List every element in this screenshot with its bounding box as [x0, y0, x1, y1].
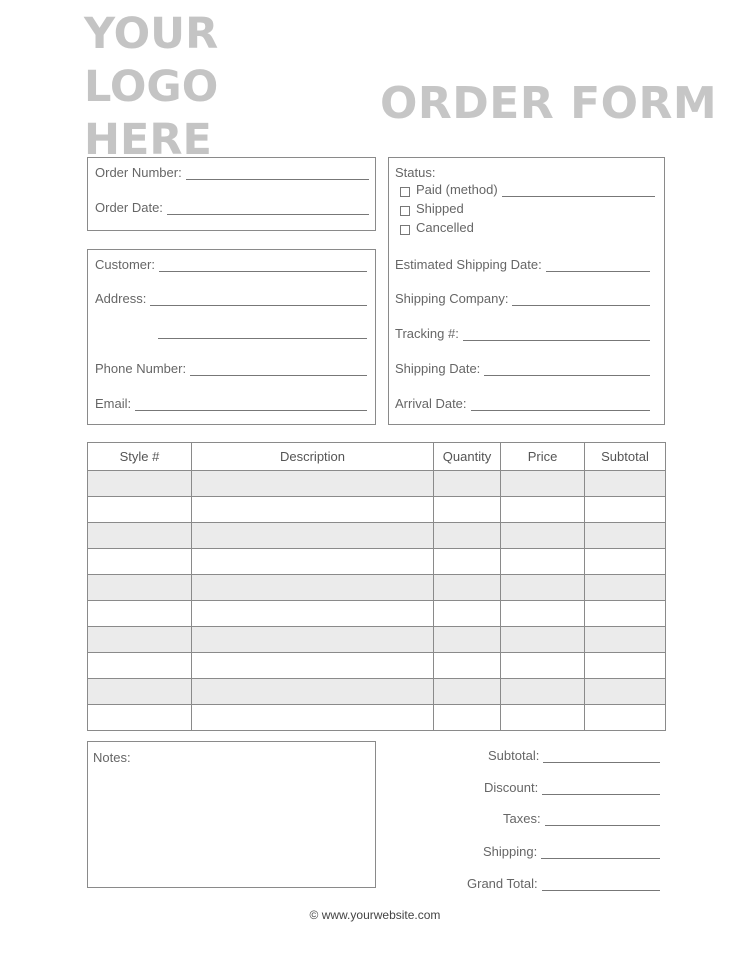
table-cell[interactable] — [501, 653, 585, 679]
column-header-subtotal: Subtotal — [585, 443, 666, 471]
table-cell[interactable] — [192, 523, 434, 549]
status-option-shipped[interactable] — [400, 201, 464, 216]
phone-label: Phone Number: — [95, 361, 187, 376]
tracking-field[interactable] — [395, 326, 650, 341]
table-body — [88, 471, 666, 731]
table-row — [88, 549, 666, 575]
table-cell[interactable] — [434, 523, 501, 549]
shipping-company-line[interactable] — [512, 293, 650, 306]
footer-website: © www.yourwebsite.com — [309, 908, 441, 922]
table-cell[interactable] — [501, 523, 585, 549]
table-cell[interactable] — [585, 601, 666, 627]
customer-field[interactable] — [95, 257, 367, 272]
taxes-label: Taxes: — [503, 811, 541, 826]
logo-line-3: HERE — [84, 115, 212, 165]
grand-total-label: Grand Total: — [467, 876, 538, 891]
table-cell[interactable] — [434, 601, 501, 627]
table-cell[interactable] — [585, 575, 666, 601]
table-cell[interactable] — [585, 705, 666, 731]
shipping-cost-line[interactable] — [541, 846, 660, 859]
order-date-line[interactable] — [167, 202, 369, 215]
table-cell[interactable] — [192, 679, 434, 705]
address-field-2[interactable] — [158, 326, 367, 339]
notes-label: Notes: — [93, 750, 131, 765]
table-cell[interactable] — [501, 575, 585, 601]
order-number-field[interactable] — [95, 165, 369, 180]
table-cell[interactable] — [434, 627, 501, 653]
column-header-style: Style # — [88, 443, 192, 471]
order-date-label: Order Date: — [95, 200, 163, 215]
phone-line[interactable] — [190, 363, 367, 376]
table-cell[interactable] — [501, 601, 585, 627]
table-cell[interactable] — [192, 497, 434, 523]
paid-label: Paid (method) — [416, 182, 498, 197]
table-cell[interactable] — [585, 549, 666, 575]
table-cell[interactable] — [501, 627, 585, 653]
table-row — [88, 497, 666, 523]
table-cell[interactable] — [192, 601, 434, 627]
status-label: Status: — [395, 165, 436, 180]
table-cell[interactable] — [434, 497, 501, 523]
table-cell[interactable] — [585, 679, 666, 705]
table-cell[interactable] — [192, 471, 434, 497]
table-cell[interactable] — [192, 549, 434, 575]
table-cell[interactable] — [88, 523, 192, 549]
table-cell[interactable] — [585, 653, 666, 679]
arrival-date-field[interactable] — [395, 396, 650, 411]
email-line[interactable] — [135, 398, 367, 411]
table-row — [88, 705, 666, 731]
column-header-description: Description — [192, 443, 434, 471]
table-cell[interactable] — [88, 601, 192, 627]
order-number-label: Order Number: — [95, 165, 182, 180]
table-row — [88, 679, 666, 705]
email-field[interactable] — [95, 396, 367, 411]
address-label: Address: — [95, 291, 147, 306]
table-cell[interactable] — [88, 627, 192, 653]
shipped-label: Shipped — [416, 201, 464, 216]
checkbox-icon[interactable] — [400, 225, 410, 235]
paid-method-line[interactable] — [502, 184, 655, 197]
table-cell[interactable] — [88, 497, 192, 523]
column-header-price: Price — [501, 443, 585, 471]
discount-field[interactable] — [484, 780, 660, 795]
table-cell[interactable] — [585, 523, 666, 549]
arrival-date-line[interactable] — [471, 398, 650, 411]
shipping-cost-field[interactable] — [483, 844, 660, 859]
estimated-shipping-field[interactable] — [395, 257, 650, 272]
table-cell[interactable] — [501, 705, 585, 731]
checkbox-icon[interactable] — [400, 187, 410, 197]
table-cell[interactable] — [585, 497, 666, 523]
items-table — [87, 442, 666, 731]
table-cell[interactable] — [501, 679, 585, 705]
shipping-date-field[interactable] — [395, 361, 650, 376]
email-label: Email: — [95, 396, 132, 411]
table-cell[interactable] — [434, 575, 501, 601]
table-cell[interactable] — [434, 705, 501, 731]
table-cell[interactable] — [434, 549, 501, 575]
shipping-company-label: Shipping Company: — [395, 291, 509, 306]
table-cell[interactable] — [192, 705, 434, 731]
logo-placeholder — [84, 8, 218, 167]
taxes-line[interactable] — [545, 813, 660, 826]
table-cell[interactable] — [88, 575, 192, 601]
grand-total-field[interactable] — [467, 876, 660, 891]
table-row — [88, 601, 666, 627]
tracking-label: Tracking #: — [395, 326, 459, 341]
order-number-line[interactable] — [186, 167, 369, 180]
phone-field[interactable] — [95, 361, 367, 376]
table-cell[interactable] — [501, 549, 585, 575]
checkbox-icon[interactable] — [400, 206, 410, 216]
grand-total-line[interactable] — [542, 878, 660, 891]
table-cell[interactable] — [192, 627, 434, 653]
logo-line-2: LOGO — [84, 62, 219, 112]
address-field[interactable] — [95, 291, 367, 306]
status-option-cancelled[interactable] — [400, 220, 474, 235]
status-option-paid[interactable] — [400, 182, 655, 197]
table-cell[interactable] — [88, 471, 192, 497]
logo-line-1: YOUR — [84, 9, 219, 59]
address-line-2[interactable] — [158, 326, 367, 339]
order-date-field[interactable] — [95, 200, 369, 215]
table-cell[interactable] — [501, 497, 585, 523]
estimated-shipping-label: Estimated Shipping Date: — [395, 257, 542, 272]
table-cell[interactable] — [585, 471, 666, 497]
table-cell[interactable] — [88, 653, 192, 679]
arrival-date-label: Arrival Date: — [395, 396, 467, 411]
customer-label: Customer: — [95, 257, 155, 272]
table-cell[interactable] — [88, 705, 192, 731]
taxes-field[interactable] — [503, 811, 660, 826]
subtotal-line[interactable] — [543, 750, 660, 763]
shipping-date-label: Shipping Date: — [395, 361, 481, 376]
shipping-company-field[interactable] — [395, 291, 650, 306]
cancelled-label: Cancelled — [416, 220, 474, 235]
customer-line[interactable] — [159, 259, 367, 272]
discount-line[interactable] — [542, 782, 660, 795]
table-row — [88, 523, 666, 549]
table-cell[interactable] — [88, 679, 192, 705]
address-line-1[interactable] — [150, 293, 367, 306]
table-row — [88, 653, 666, 679]
table-cell[interactable] — [501, 471, 585, 497]
table-cell[interactable] — [192, 575, 434, 601]
subtotal-label: Subtotal: — [488, 748, 540, 763]
table-row — [88, 627, 666, 653]
table-cell[interactable] — [434, 653, 501, 679]
column-header-quantity: Quantity — [434, 443, 501, 471]
table-cell[interactable] — [585, 627, 666, 653]
estimated-shipping-line[interactable] — [546, 259, 650, 272]
subtotal-field[interactable] — [488, 748, 660, 763]
table-header-row — [88, 443, 666, 471]
table-cell[interactable] — [88, 549, 192, 575]
shipping-cost-label: Shipping: — [483, 844, 538, 859]
table-cell[interactable] — [434, 679, 501, 705]
form-title: ORDER FORM — [380, 78, 718, 129]
table-row — [88, 471, 666, 497]
shipping-date-line[interactable] — [484, 363, 650, 376]
table-cell[interactable] — [434, 471, 501, 497]
table-row — [88, 575, 666, 601]
table-cell[interactable] — [192, 653, 434, 679]
discount-label: Discount: — [484, 780, 539, 795]
tracking-line[interactable] — [463, 328, 650, 341]
